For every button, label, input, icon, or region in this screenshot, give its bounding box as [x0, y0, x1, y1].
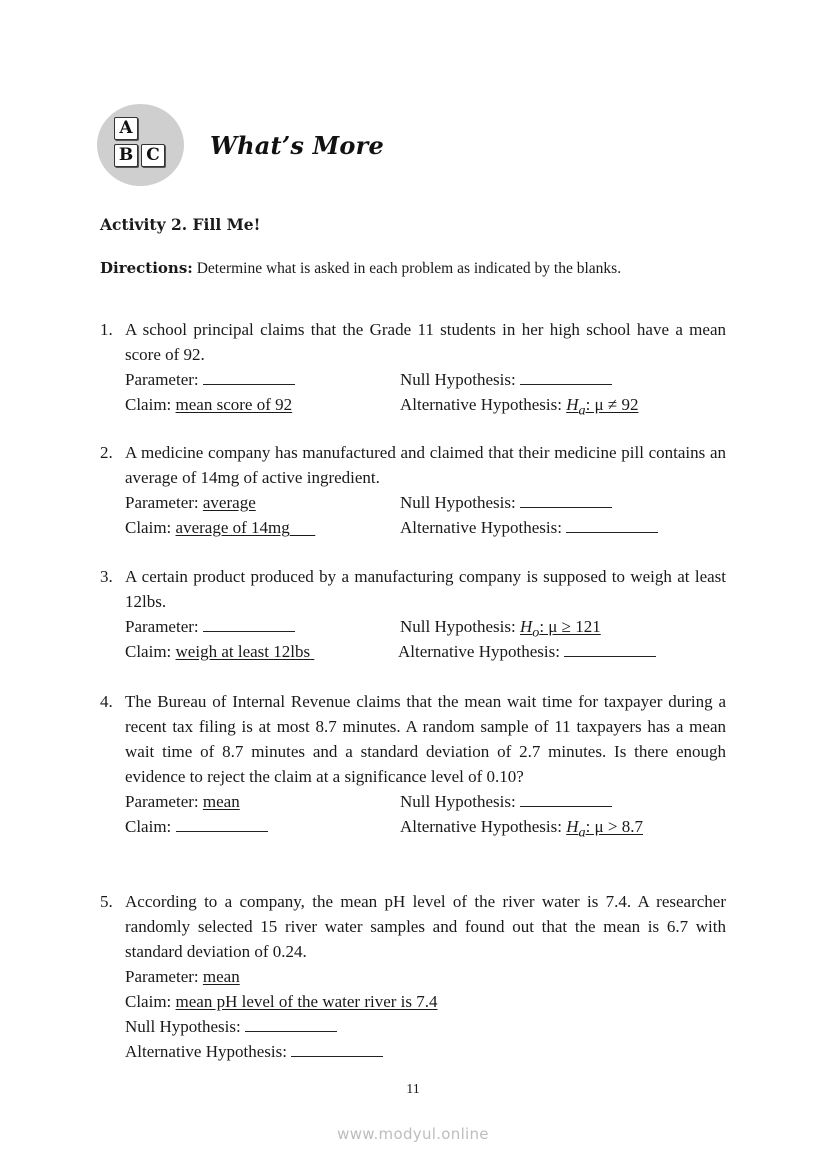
- parameter-field: Parameter: mean: [125, 967, 240, 986]
- alt-hypothesis-field[interactable]: Alternative Hypothesis:: [125, 1039, 726, 1064]
- parameter-blank[interactable]: [203, 369, 295, 385]
- problem-text: A medicine company has manufactured and claimed that their medicine pill contains an average of 14mg of active ingredient.: [125, 443, 726, 487]
- claim-field[interactable]: Claim:: [125, 814, 268, 839]
- alt-hypothesis-field[interactable]: Alternative Hypothesis:: [398, 639, 656, 664]
- null-hypothesis-field: Null Hypothesis: $H_o$: μ ≥ 121: [400, 617, 601, 641]
- null-hypothesis-answer: $H_o$: μ ≥ 121: [519, 617, 601, 641]
- page-number: 11: [406, 1082, 420, 1097]
- parameter-field: Parameter: mean: [125, 792, 240, 811]
- problem-number: 2.: [100, 443, 113, 462]
- problem-number: 5.: [100, 892, 113, 911]
- problem-2: [100, 440, 726, 540]
- alt-hypothesis-answer: $H_a$: μ ≠ 92: [566, 395, 639, 419]
- parameter-answer: average: [202, 493, 256, 512]
- parameter-field[interactable]: Parameter:: [125, 367, 295, 392]
- problem-text: The Bureau of Internal Revenue claims that the mean wait time for taxpayer during a recent tax filing is at most 8.7 minutes. A random sample of 11 taxpayers has a mean wait time of 8.7 minutes and a standard deviation of 2.7 minutes. Is there enough evidence to reject the claim at a significance level of 0.10?: [125, 692, 726, 786]
- parameter-answer: mean: [202, 967, 240, 986]
- section-title: What’s More: [210, 130, 384, 160]
- problem-text: A school principal claims that the Grade 11 students in her high school have a mean score of 92.: [125, 320, 726, 364]
- null-hypothesis-field[interactable]: Null Hypothesis:: [400, 367, 612, 392]
- claim-answer: mean score of 92: [175, 395, 293, 414]
- problem-text: According to a company, the mean pH level of the river water is 7.4. A researcher randomly selected 15 river water samples and found out that the mean is 6.7 with standard deviation of 0.24.: [125, 892, 726, 961]
- problem-number: 4.: [100, 692, 113, 711]
- null-hypothesis-blank[interactable]: [520, 791, 612, 807]
- abc-blocks-icon: [97, 104, 184, 186]
- section-header: [97, 104, 384, 186]
- problem-number: 1.: [100, 320, 113, 339]
- claim-answer: average of 14mg: [175, 518, 290, 537]
- problem-number: 3.: [100, 567, 113, 586]
- null-hypothesis-field[interactable]: Null Hypothesis:: [400, 490, 612, 515]
- alt-hypothesis-blank[interactable]: [566, 517, 658, 533]
- alt-hypothesis-field: Alternative Hypothesis: $H_a$: μ > 8.7: [400, 817, 643, 841]
- problem-1: [100, 317, 726, 417]
- directions-label: Directions:: [100, 259, 193, 277]
- alt-hypothesis-answer: $H_a$: μ > 8.7: [566, 817, 643, 841]
- alt-hypothesis-blank[interactable]: [564, 641, 656, 657]
- watermark: www.modyul.online: [337, 1125, 489, 1143]
- parameter-field[interactable]: Parameter:: [125, 614, 295, 639]
- null-hypothesis-field[interactable]: Null Hypothesis:: [400, 789, 612, 814]
- parameter-field: Parameter: average: [125, 493, 256, 512]
- activity-title: Activity 2. Fill Me!: [100, 215, 261, 234]
- claim-blank[interactable]: [176, 816, 268, 832]
- claim-field: Claim: mean pH level of the water river is 7.4: [125, 992, 438, 1011]
- null-hypothesis-blank[interactable]: [520, 369, 612, 385]
- null-hypothesis-blank[interactable]: [245, 1016, 337, 1032]
- block-a: A: [114, 117, 138, 140]
- claim-field: Claim: weigh at least 12lbs: [125, 642, 311, 661]
- parameter-answer: mean: [202, 792, 240, 811]
- block-c: C: [141, 144, 165, 167]
- directions: [100, 256, 726, 281]
- parameter-blank[interactable]: [203, 616, 295, 632]
- null-hypothesis-field[interactable]: Null Hypothesis:: [125, 1014, 726, 1039]
- problem-3: [100, 564, 726, 664]
- claim-field: Claim: average of 14mg: [125, 518, 290, 537]
- alt-hypothesis-field[interactable]: Alternative Hypothesis:: [400, 515, 658, 540]
- alt-hypothesis-field: Alternative Hypothesis: $H_a$: μ ≠ 92: [400, 395, 639, 419]
- block-b: B: [114, 144, 138, 167]
- claim-field: Claim: mean score of 92: [125, 395, 293, 414]
- problem-5: [100, 889, 726, 1064]
- problem-4: [100, 689, 726, 839]
- alt-hypothesis-blank[interactable]: [291, 1041, 383, 1057]
- directions-text: Determine what is asked in each problem as indicated by the blanks.: [192, 260, 622, 277]
- null-hypothesis-blank[interactable]: [520, 492, 612, 508]
- problem-text: A certain product produced by a manufacturing company is supposed to weigh at least 12lbs.: [125, 567, 726, 611]
- claim-answer: mean pH level of the water river is 7.4: [175, 992, 438, 1011]
- claim-answer: weigh at least 12lbs: [175, 642, 311, 661]
